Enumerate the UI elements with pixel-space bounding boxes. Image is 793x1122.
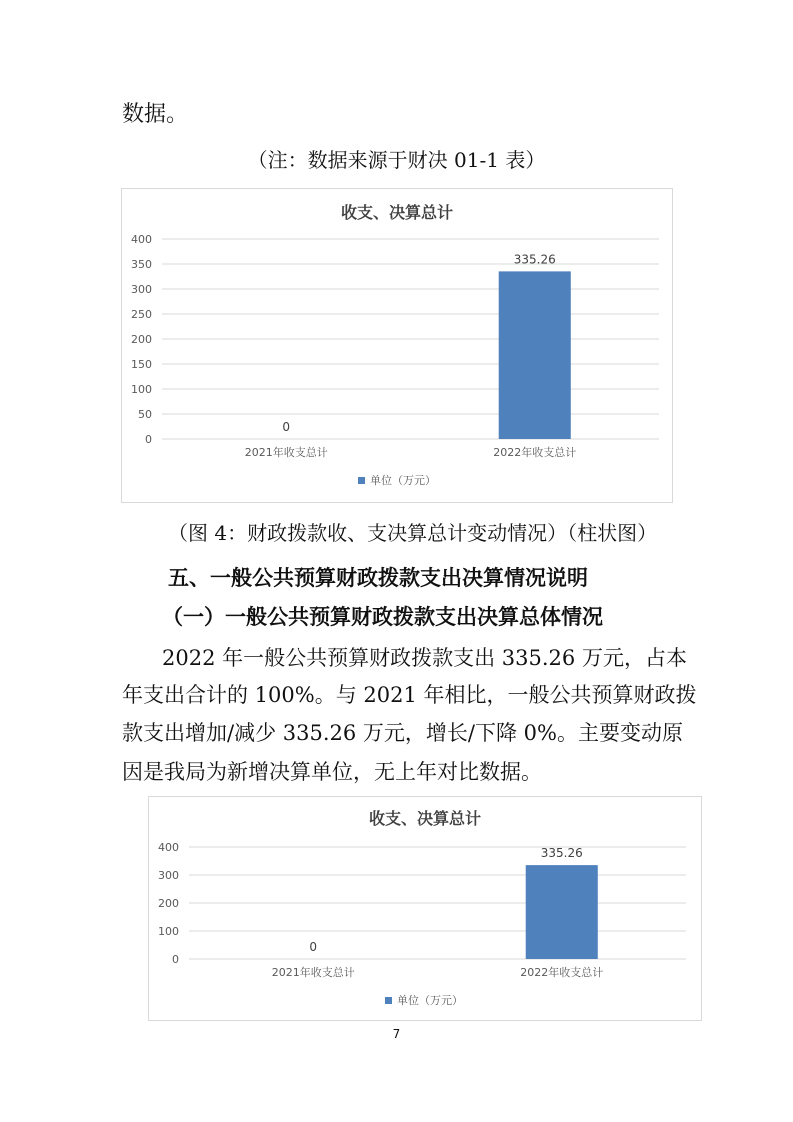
figure-caption: （图 4：财政拨款收、支决算总计变动情况）（柱状图）: [168, 521, 658, 545]
y-tick-label: 250: [131, 308, 152, 321]
legend-swatch: [358, 477, 365, 484]
x-tick-label: 2021年收支总计: [244, 446, 328, 459]
paragraph-line: 因是我局为新增决算单位，无上年对比数据。: [122, 760, 542, 784]
y-tick-label: 300: [131, 283, 152, 296]
y-tick-label: 100: [158, 925, 179, 938]
y-tick-label: 0: [145, 433, 152, 446]
chart-title: 收支、决算总计: [368, 809, 482, 828]
y-tick-label: 100: [131, 383, 152, 396]
y-tick-label: 400: [131, 233, 152, 246]
chart-1-svg: [122, 189, 672, 502]
section-heading: 五、一般公共预算财政拨款支出决算情况说明: [168, 566, 588, 590]
x-tick-label: 2022年收支总计: [520, 966, 604, 979]
legend-label: 单位（万元）: [370, 474, 436, 487]
y-tick-label: 0: [172, 953, 179, 966]
paragraph-line: 年支出合计的 100%。与 2021 年相比，一般公共预算财政拨: [122, 683, 697, 707]
chart-title: 收支、决算总计: [340, 203, 454, 222]
subsection-heading: （一）一般公共预算财政拨款支出决算总体情况: [162, 605, 603, 629]
y-tick-label: 350: [131, 258, 152, 271]
y-tick-label: 300: [158, 869, 179, 882]
source-note: （注：数据来源于财决 01-1 表）: [247, 148, 546, 172]
paragraph-line: 款支出增加/减少 335.26 万元，增长/下降 0%。主要变动原: [122, 721, 683, 745]
bar: [526, 865, 598, 959]
y-tick-label: 200: [158, 897, 179, 910]
page-number: 7: [392, 1027, 401, 1041]
chart-2-svg: [149, 797, 701, 1020]
data-label: 335.26: [540, 846, 583, 861]
data-label: 0: [282, 420, 291, 434]
paragraph-line: 2022 年一般公共预算财政拨款支出 335.26 万元，占本: [162, 646, 687, 670]
text-line: 数据。: [122, 102, 189, 127]
y-tick-label: 150: [131, 358, 152, 371]
bar-chart-2: [148, 796, 702, 1021]
y-tick-label: 400: [158, 841, 179, 854]
x-tick-label: 2022年收支总计: [493, 446, 577, 459]
x-tick-label: 2021年收支总计: [271, 966, 355, 979]
bar: [499, 271, 571, 439]
y-tick-label: 50: [138, 408, 152, 421]
data-label: 335.26: [513, 252, 556, 267]
y-tick-label: 200: [131, 333, 152, 346]
legend-swatch: [385, 997, 392, 1004]
bar-chart-1: [121, 188, 673, 503]
legend-label: 单位（万元）: [397, 994, 463, 1007]
data-label: 0: [309, 940, 318, 954]
